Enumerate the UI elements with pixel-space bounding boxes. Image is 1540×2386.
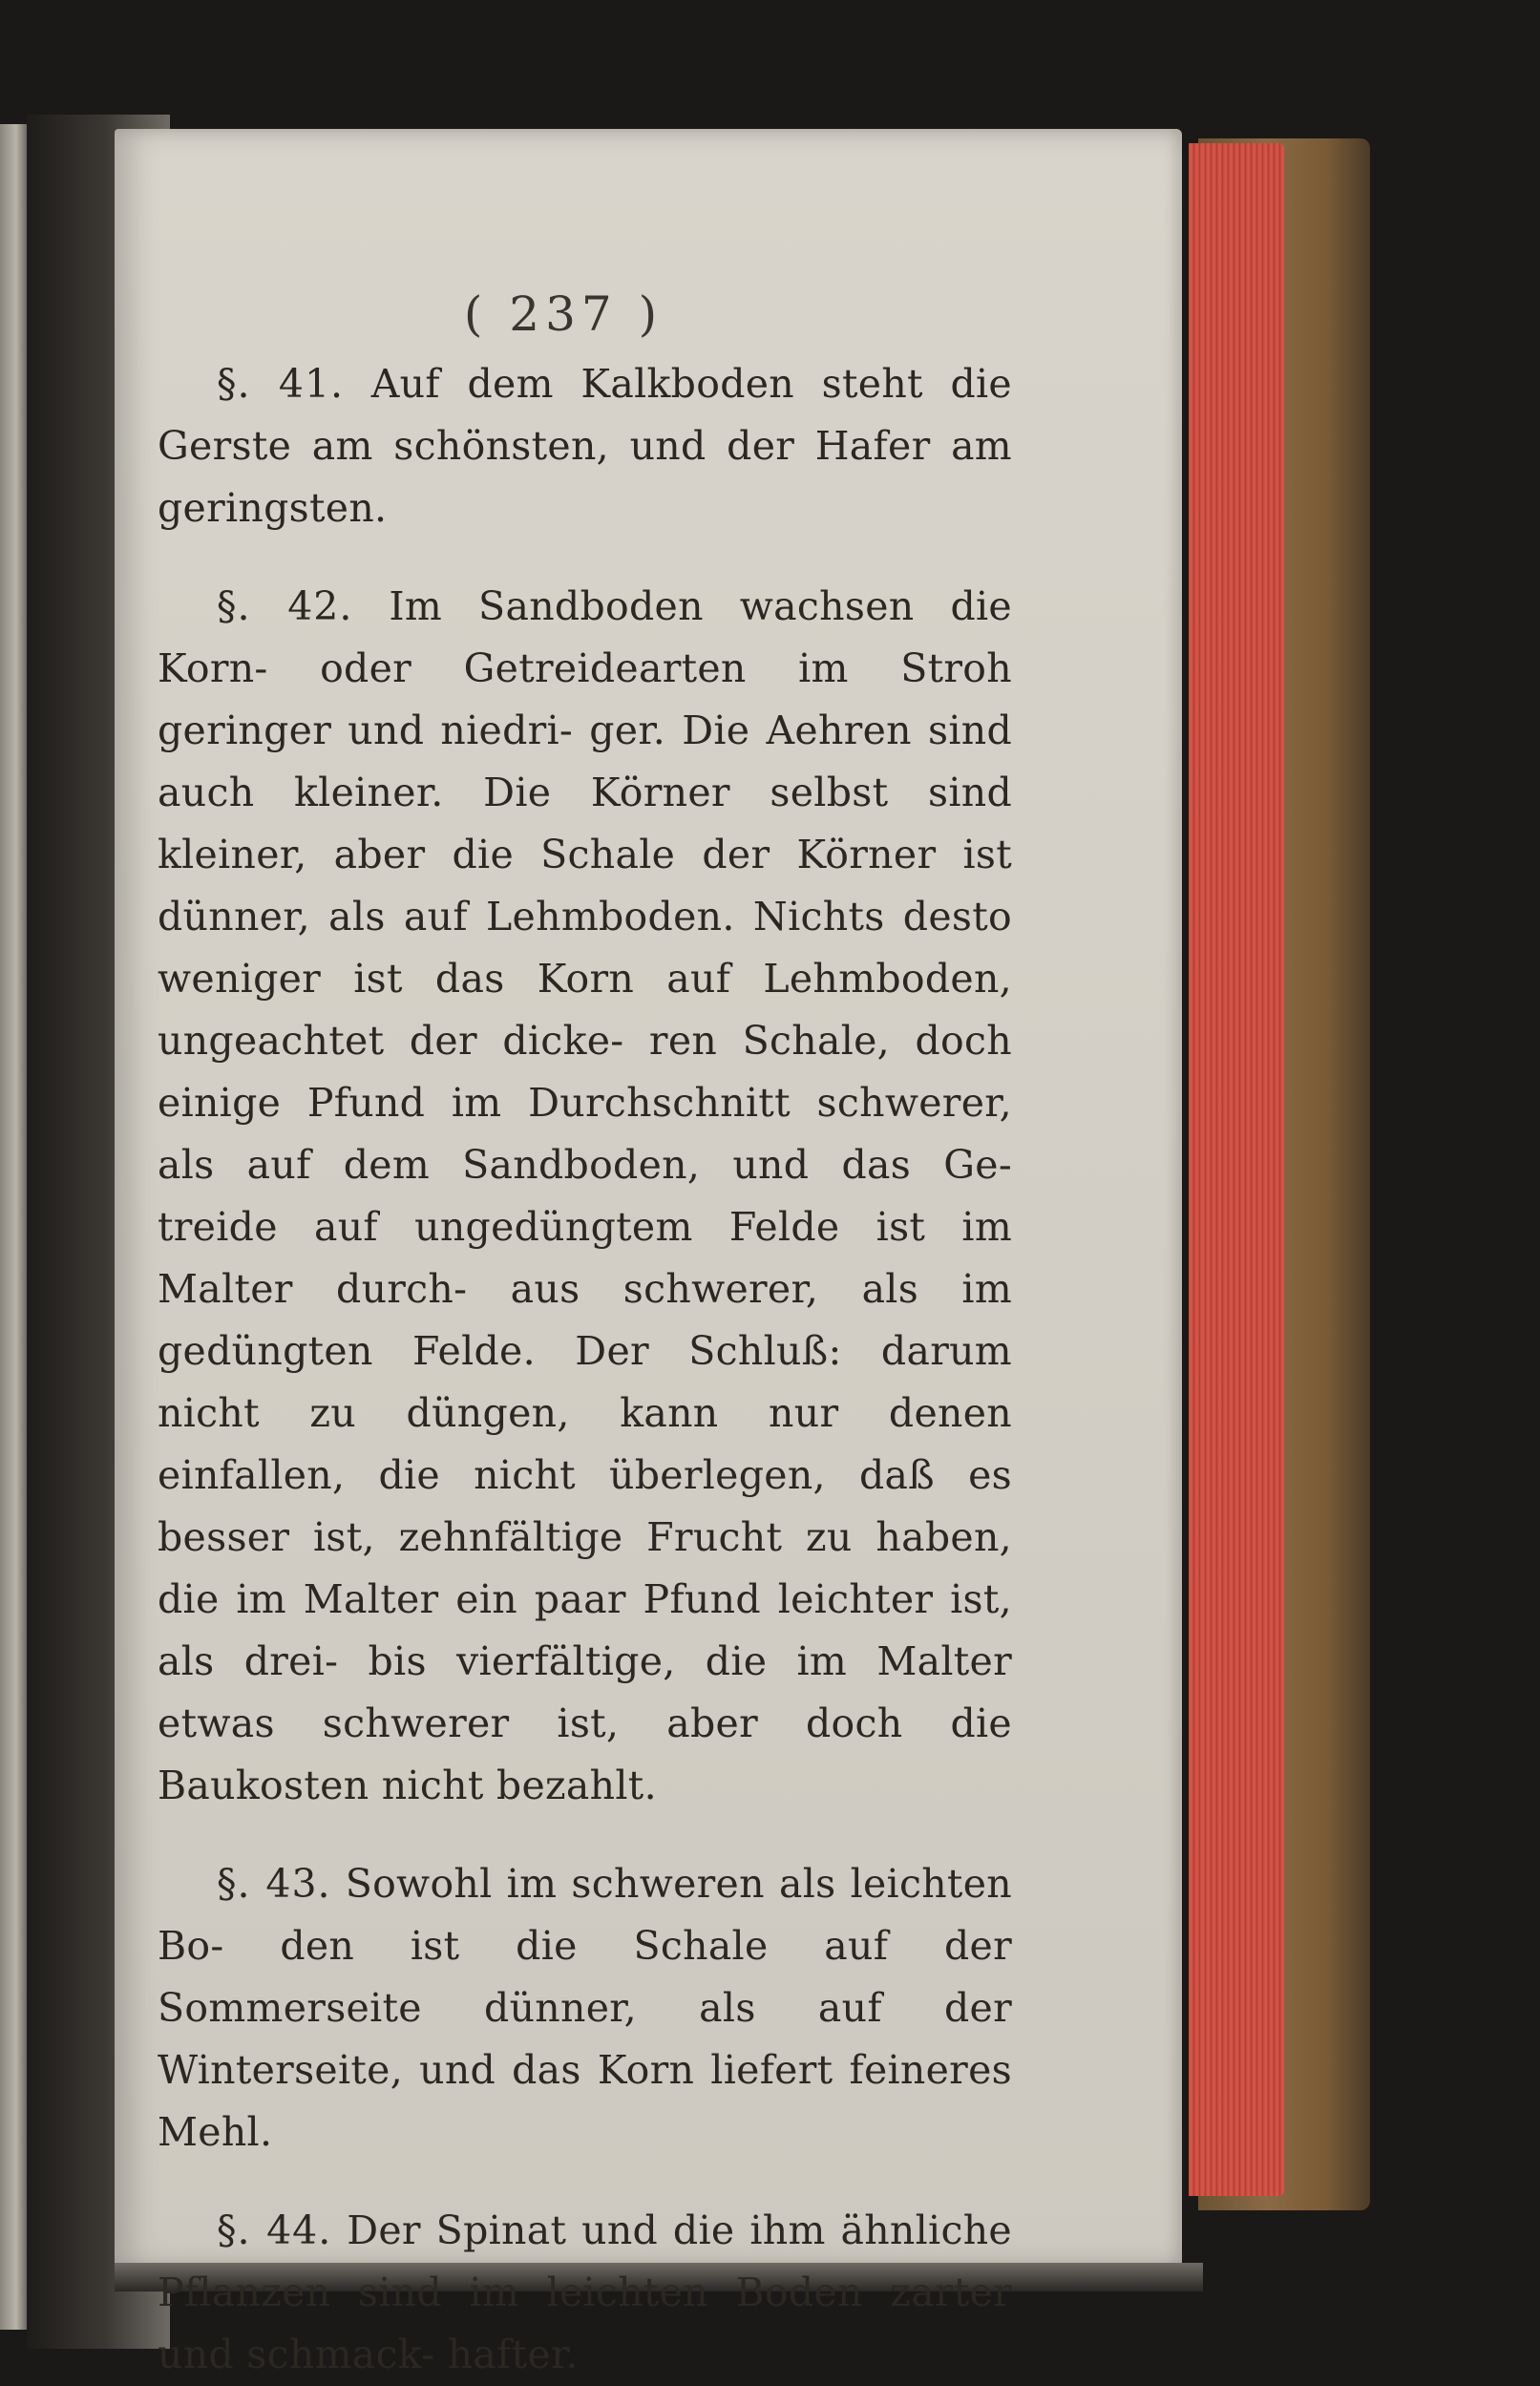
section-mark: §. 42.	[217, 583, 353, 629]
section-mark: §. 41.	[217, 361, 345, 407]
paragraph-44	[158, 2200, 1012, 2386]
left-page-edge	[0, 124, 27, 2330]
paragraph-43	[158, 1853, 1012, 2164]
paragraph-text: Der Spinat und die ihm ähnliche Pflanzen sind im leichten Boden zarter und schmack- hafter.	[158, 2207, 1012, 2377]
paragraph-text: Im Sandboden wachsen die Korn- oder Getreidearten im Stroh geringer und niedri- ger. Die Aehren sind auch kleiner. Die Körner selbst sind kleiner, aber die Schale der Körner ist dünner, als auf Lehmboden. Nichts desto weniger ist das Korn auf Lehmboden, ungeachtet der dicke- ren Schale, doch einige Pfund im Durchschnitt schwerer, als auf dem Sandboden, und das Ge- treide auf ungedüngtem Felde ist im Malter durch- aus schwerer, als im gedüngten Felde. Der Schluß: darum nicht zu düngen, kann nur denen einfallen, die nicht überlegen, daß es besser ist, zehnfältige Frucht zu haben, die im Malter ein paar Pfund leichter ist, als drei- bis vierfältige, die im Malter etwas schwerer ist, aber doch die Baukosten nicht bezahlt.	[158, 583, 1012, 1808]
red-page-edges	[1189, 143, 1284, 2196]
section-mark: §. 44.	[217, 2207, 332, 2253]
paragraph-text: Sowohl im schweren als leichten Bo- den ist die Schale auf der Sommerseite dünner, als auf der Winterseite, und das Korn liefert feineres Mehl.	[158, 1861, 1012, 2155]
paragraph-41	[158, 353, 1012, 539]
paragraph-42	[158, 576, 1012, 1817]
page-text	[158, 269, 1012, 2386]
paragraph-text: Auf dem Kalkboden steht die Gerste am schönsten, und der Hafer am geringsten.	[158, 361, 1012, 531]
page-number: ( 237 )	[463, 286, 664, 342]
section-mark: §. 43.	[217, 1861, 331, 1907]
